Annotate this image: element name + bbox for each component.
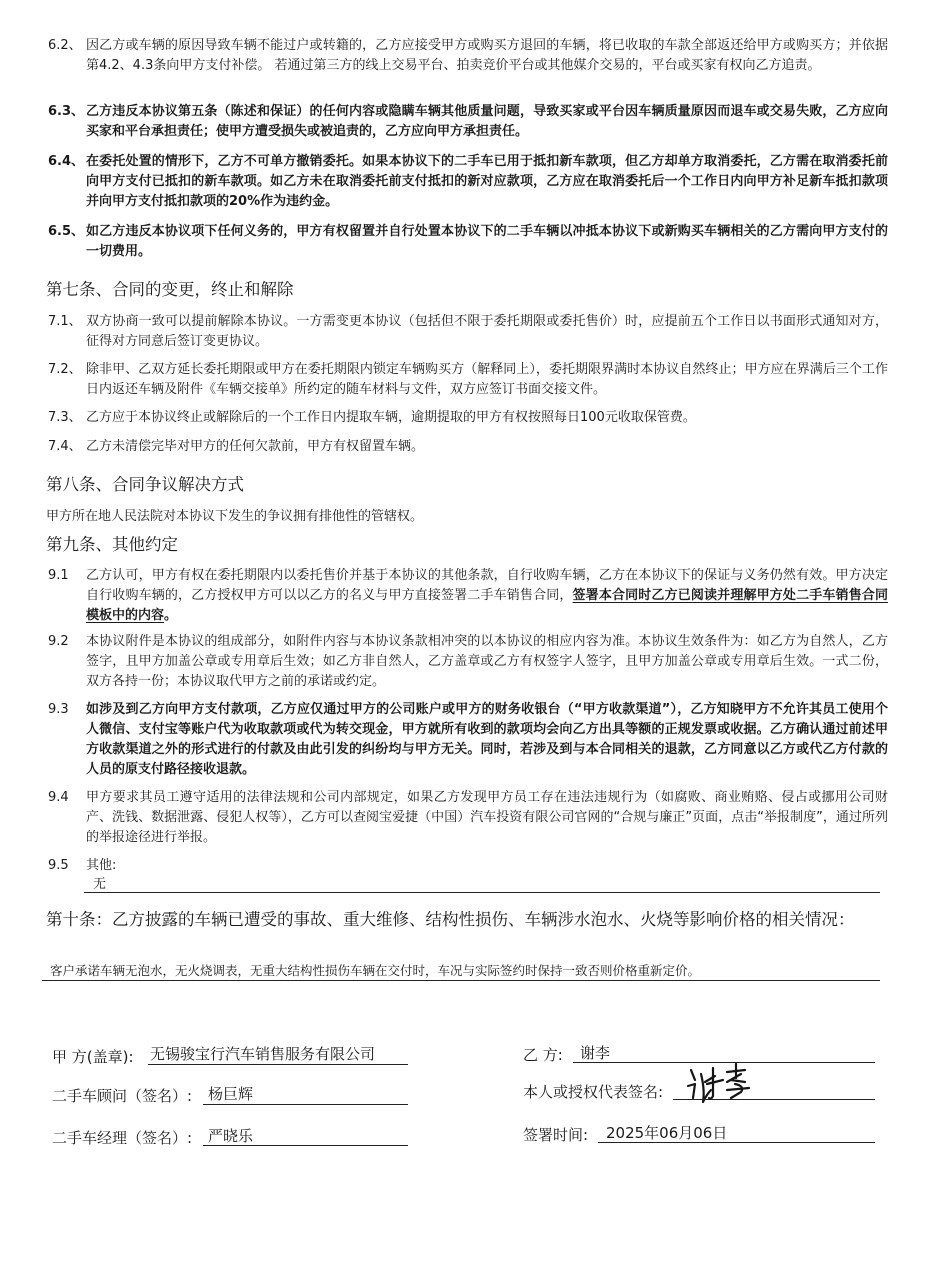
clause-emphasis: 签署本合同时乙方已阅读并理解甲方处二手车销售合同模板中的内容 (86, 588, 888, 623)
party-a-label: 甲 方(盖章): (52, 1048, 134, 1066)
clause-number: 7.4、 (48, 439, 82, 454)
clause-number: 9.4 (48, 790, 69, 805)
party-b-label: 乙 方: (523, 1046, 563, 1064)
clause-text: 乙方应于本协议终止或解除后的一个工作日内提取车辆，逾期提取的甲方有权按照每日100元收取保管费。 (86, 410, 696, 425)
clause-9-4 (48, 788, 888, 848)
section-10-text: 客户承诺车辆无泡水，无火烧调表，无重大结构性损伤车辆在交付时，车况与实际签约时保持一致否则价格重新定价。 (50, 963, 701, 978)
manager-value: 严晓乐 (208, 1127, 254, 1145)
clause-body: 乙方认可，甲方有权在委托期限内以委托售价并基于本协议的其他条款，自行收购车辆，乙方在本协议下的保证与义务仍然有效。甲方决定自行收购车辆的，乙方授权甲方可以以乙方的名义与甲方直接签署二手车销售合同， (86, 568, 888, 603)
clause-number: 6.2、 (48, 38, 82, 53)
clause-tail: 。 (164, 608, 178, 623)
clause-text: 乙方未清偿完毕对甲方的任何欠款前，甲方有权留置车辆。 (86, 439, 425, 454)
representative-label: 本人或授权代表签名: (523, 1083, 664, 1101)
clause-6-2 (48, 36, 888, 76)
clause-number: 9.3 (48, 702, 69, 717)
clause-text: 甲方要求其员工遵守适用的法律法规和公司内部规定，如果乙方发现甲方员工存在违法违规行为（如腐败、商业贿赂、侵占或挪用公司财产、洗钱、数据泄露、侵犯人权等），乙方可以查阅宝爱捷（中国）汽车投资有限公司官网的“合规与廉正”页面，点击“举报制度”，通过所列的举报途径进行举报。 (86, 790, 888, 845)
signature-line (148, 1064, 408, 1065)
clause-number: 7.3、 (48, 410, 82, 425)
clause-9-3 (48, 700, 888, 780)
clause-6-5 (48, 222, 888, 262)
manager-label: 二手车经理（签名）: (52, 1129, 193, 1147)
clause-number: 6.3、 (48, 104, 85, 119)
party-a-value: 无锡骏宝行汽车销售服务有限公司 (150, 1045, 376, 1063)
party-b-value: 谢李 (580, 1044, 611, 1062)
date-label: 签署时间: (523, 1126, 589, 1144)
clause-9-2 (48, 632, 888, 692)
clause-7-3 (48, 408, 888, 428)
clause-9-5 (48, 856, 888, 876)
clause-text: 本协议附件是本协议的组成部分，如附件内容与本协议条款相冲突的以本协议的相应内容为准。本协议生效条件为：如乙方为自然人，乙方签字，且甲方加盖公章或专用章后生效；如乙方非自然人，乙方盖章或乙方有权签字人签字，且甲方加盖公章或专用章后生效。一式二份，双方各持一份；本协议取代甲方之前的承诺或约定。 (86, 634, 888, 689)
clause-text: 如乙方违反本协议项下任何义务的，甲方有权留置并自行处置本协议下的二手车辆以冲抵本协议下或新购买车辆相关的乙方需向甲方支付的一切费用。 (86, 224, 888, 259)
clause-7-4 (48, 437, 888, 457)
section-10-heading: 第十条：乙方披露的车辆已遭受的事故、重大维修、结构性损伤、车辆涉水泡水、火烧等影响价格的相关情况： (46, 910, 855, 929)
consultant-label: 二手车顾问（签名）: (52, 1087, 193, 1105)
clause-text: 除非甲、乙双方延长委托期限或甲方在委托期限内锁定车辆购买方（解释同上），委托期限界满时本协议自然终止；甲方应在界满后三个工作日内返还车辆及附件《车辆交接单》所约定的随车材料与文件，双方应签订书面交接文件。 (86, 362, 888, 397)
clause-text: 在委托处置的情形下，乙方不可单方撤销委托。如果本协议下的二手车已用于抵扣新车款项，但乙方却单方取消委托，乙方需在取消委托前向甲方支付已抵扣的新车款项。如乙方未在取消委托前支付抵扣的新对应款项，乙方应在取消委托后一个工作日内向甲方补足新车抵扣款项并向甲方支付抵扣款项的20%作为违约金。 (86, 154, 888, 209)
handwritten-signature (683, 1060, 763, 1108)
clause-text: 因乙方或车辆的原因导致车辆不能过户或转籍的，乙方应接受甲方或购买方退回的车辆，将已收取的车款全部返还给甲方或购买方；并依据第4.2、4.3条向甲方支付补偿。 若通过第三方的线上交易平台、拍卖竞价平台或其他媒介交易的，平台或买家有权向乙方追责。 (86, 38, 888, 73)
signature-line (673, 1099, 875, 1100)
clause-number: 7.2、 (48, 362, 82, 377)
clause-9-1 (48, 566, 888, 626)
divider-line (42, 980, 880, 981)
divider-line (84, 892, 880, 893)
section-9-heading: 第九条、其他约定 (46, 535, 178, 554)
section-8-text: 甲方所在地人民法院对本协议下发生的争议拥有排他性的管辖权。 (46, 509, 424, 524)
clause-text: 如涉及到乙方向甲方支付款项，乙方应仅通过甲方的公司账户或甲方的财务收银台（“甲方收款渠道”），乙方知晓甲方不允许其员工使用个人微信、支付宝等账户代为收取款项或代为转交现金，甲方就所有收到的款项均会向乙方出具等额的正规发票或收据。乙方确认通过前述甲方收款渠道之外的形式进行的付款及由此引发的纠纷均与甲方无关。同时，若涉及到与本合同相关的退款，乙方同意以乙方或代乙方付款的人员的原支付路径接收退款。 (86, 702, 888, 777)
signature-line (203, 1104, 408, 1105)
clause-9-5-value: 无 (93, 877, 107, 892)
clause-number: 6.4、 (48, 154, 85, 169)
clause-number: 7.1、 (48, 314, 82, 329)
clause-7-2 (48, 360, 888, 400)
section-7-heading: 第七条、合同的变更，终止和解除 (46, 280, 294, 299)
clause-number: 9.2 (48, 634, 69, 649)
signature-line (203, 1145, 408, 1146)
section-8-heading: 第八条、合同争议解决方式 (46, 475, 244, 494)
consultant-value: 杨巨辉 (208, 1085, 254, 1103)
clause-text: 双方协商一致可以提前解除本协议。一方需变更本协议（包括但不限于委托期限或委托售价）时，应提前五个工作日以书面形式通知对方，征得对方同意后签订变更协议。 (86, 314, 888, 349)
clause-text: 乙方违反本协议第五条（陈述和保证）的任何内容或隐瞒车辆其他质量问题，导致买家或平台因车辆质量原因而退车或交易失败，乙方应向买家和平台承担责任；使甲方遭受损失或被追责的，乙方应向甲方承担责任。 (86, 104, 888, 139)
clause-7-1 (48, 312, 888, 352)
clause-label: 其他: (86, 858, 117, 873)
signature-line (598, 1142, 875, 1143)
clause-6-4 (48, 152, 888, 212)
date-value: 2025年06月06日 (606, 1124, 728, 1142)
clause-number: 6.5、 (48, 224, 85, 239)
clause-number: 9.1 (48, 568, 69, 583)
clause-text (86, 566, 888, 626)
clause-number: 9.5 (48, 858, 69, 873)
clause-6-3 (48, 102, 888, 142)
